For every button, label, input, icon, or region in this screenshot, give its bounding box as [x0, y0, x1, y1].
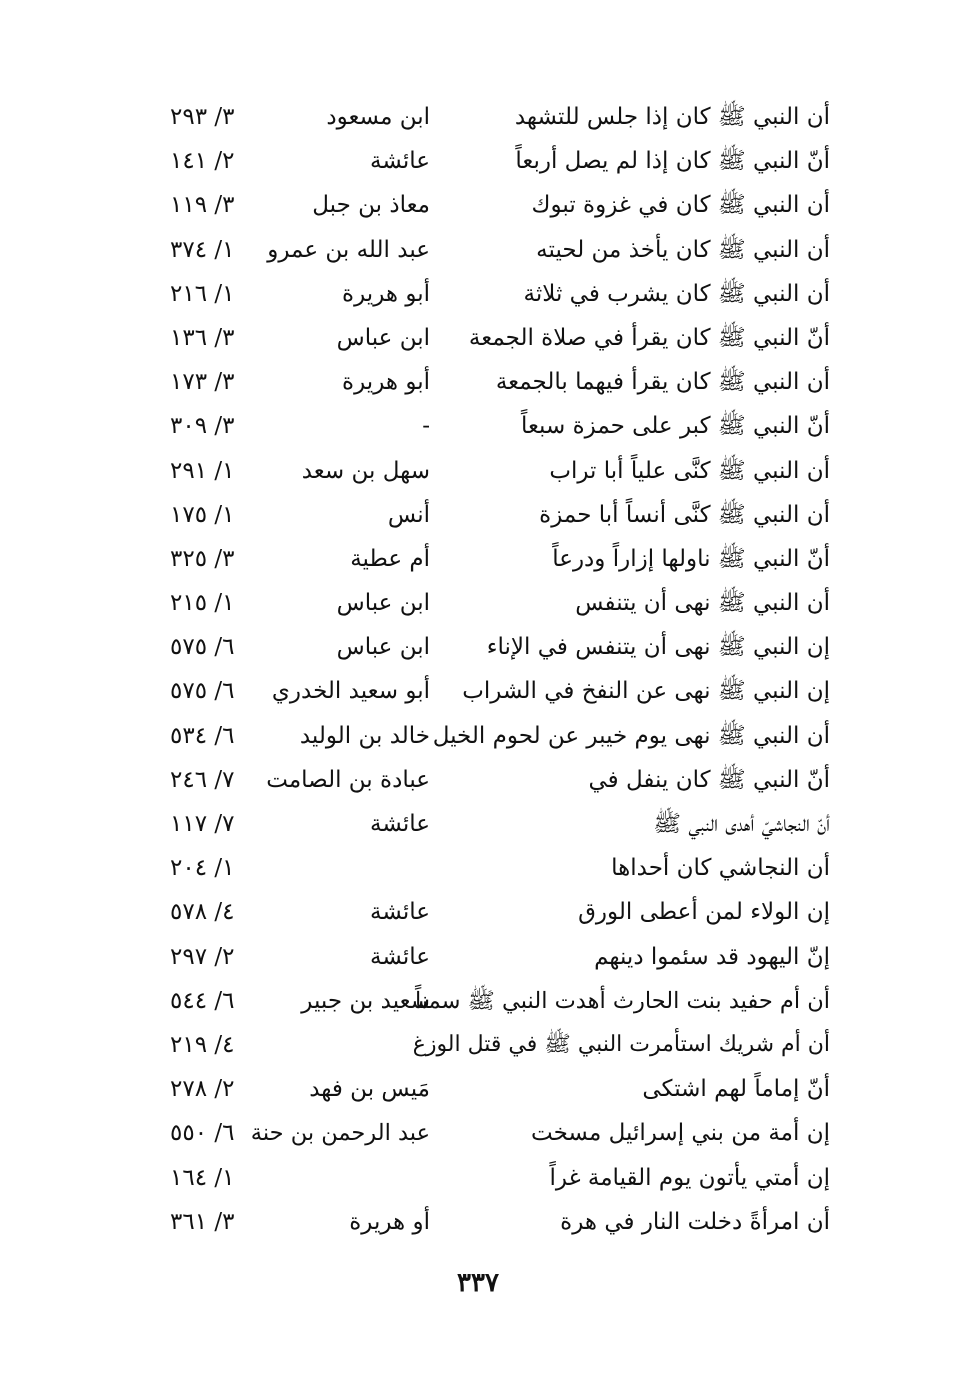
hadith-text: أن النبي ﷺ كان إذا جلس للتشهد — [514, 104, 830, 130]
hadith-text: إن النبي ﷺ نهى عن النفخ في الشراب — [462, 678, 830, 705]
volume-page-reference: ١/ ٢٩١ — [170, 457, 235, 484]
volume-page-reference: ٦/ ٥٣٤ — [170, 722, 235, 749]
volume-page-reference: ٣/ ١١٩ — [170, 192, 235, 219]
hadith-text: أنّ النبي ﷺ كان ينفل في — [588, 766, 830, 793]
narrator-name: عائشة — [370, 811, 430, 837]
narrator-name: عبد الرحمن بن حنة — [250, 1120, 430, 1147]
index-row — [150, 139, 840, 183]
hadith-text: أنّ النبي ﷺ كبر على حمزة سبعاً — [520, 413, 830, 440]
index-row — [150, 1023, 840, 1067]
index-row — [150, 537, 840, 581]
hadith-text: إن أمة من بني إسرائيل مسخت — [531, 1120, 830, 1147]
index-row — [150, 360, 840, 404]
narrator-name: عائشة — [370, 148, 430, 175]
index-row — [150, 625, 840, 669]
hadith-text: أن النبي ﷺ كنَّى علياً أبا تراب — [549, 457, 830, 484]
hadith-text: أن أم حفيد بنت الحارث أهدت النبي ﷺ سمناً — [415, 987, 830, 1014]
volume-page-reference: ١/ ١٧٥ — [170, 501, 235, 528]
index-row — [150, 95, 840, 139]
volume-page-reference: ٧/ ١١٧ — [170, 811, 235, 837]
hadith-text: أنّ النبي ﷺ كان إذا لم يصل أربعاً — [515, 148, 830, 175]
index-row — [150, 493, 840, 537]
index-row — [150, 272, 840, 316]
hadith-text: إن الولاء لمن أعطى الورق — [578, 899, 830, 926]
hadith-text: أن النبي ﷺ نهى يوم خيبر عن لحوم الخيل — [432, 722, 830, 749]
narrator-name: مَيس بن فهد — [309, 1076, 430, 1103]
narrator-name: ابن عباس — [336, 634, 430, 661]
hadith-text: إنّ اليهود قد سئموا دينهم — [594, 943, 830, 970]
volume-page-reference: ٤/ ٢١٩ — [170, 1031, 235, 1058]
narrator-name: عبادة بن الصامت — [266, 766, 430, 793]
hadith-text: أنّ النبي ﷺ كان يقرأ في صلاة الجمعة — [468, 324, 830, 351]
index-row — [150, 846, 840, 890]
narrator-name: أم عطية — [350, 545, 430, 572]
volume-page-reference: ١/ ١٦٤ — [170, 1164, 235, 1191]
hadith-text: أن النبي ﷺ كان يقرأ فيهما بالجمعة — [495, 369, 830, 396]
index-row — [150, 890, 840, 934]
narrator-name: أنس — [387, 501, 430, 528]
narrator-name: عبد الله بن عمرو — [267, 236, 430, 263]
volume-page-reference: ٦/ ٥٧٥ — [170, 634, 235, 661]
page-number: ٣٣٧ — [457, 1268, 499, 1298]
index-row — [150, 449, 840, 493]
narrator-name: - — [422, 413, 430, 440]
hadith-text: أنّ النبي ﷺ ناولها إزاراً ودرعاً — [552, 545, 830, 572]
index-row — [150, 1156, 840, 1200]
volume-page-reference: ٢/ ٢٩٧ — [170, 943, 235, 970]
volume-page-reference: ١/ ٣٧٤ — [170, 236, 235, 263]
index-row — [150, 1067, 840, 1111]
index-row — [150, 979, 840, 1023]
narrator-name: أو هريرة — [349, 1208, 430, 1235]
hadith-text: أن النبي ﷺ كان يأخذ من لحيته — [536, 236, 830, 263]
narrator-name: ابن عباس — [336, 324, 430, 351]
narrator-name: عائشة — [370, 943, 430, 970]
hadith-text: أن النبي ﷺ نهى أن يتنفس — [575, 590, 830, 617]
hadith-text: أن النبي ﷺ كان يشرب في ثلاثة — [523, 280, 830, 307]
index-row — [150, 714, 840, 758]
volume-page-reference: ٣/ ٣٢٥ — [170, 545, 235, 572]
hadith-text: أن النجاشي كان أحداها — [611, 855, 830, 882]
index-row — [150, 1111, 840, 1155]
volume-page-reference: ١/ ٢١٦ — [170, 280, 235, 307]
narrator-name: سعيد بن جبير — [301, 987, 430, 1014]
index-row — [150, 183, 840, 227]
hadith-text: إن أمتي يأتون يوم القيامة غراً — [549, 1164, 830, 1191]
index-row — [150, 316, 840, 360]
volume-page-reference: ٣/ ١٣٦ — [170, 324, 235, 351]
volume-page-reference: ٣/ ٣٦١ — [170, 1208, 235, 1235]
index-row — [150, 581, 840, 625]
hadith-text: أنّ إماماً لهم اشتكى — [642, 1076, 830, 1103]
index-row — [150, 935, 840, 979]
index-row — [150, 669, 840, 713]
narrator-name: ابن مسعود — [326, 104, 430, 130]
volume-page-reference: ٤/ ٥٧٨ — [170, 899, 235, 926]
index-row — [150, 758, 840, 802]
narrator-name: أبو سعيد الخدري — [271, 678, 430, 705]
index-row — [150, 802, 840, 846]
narrator-name: أبو هريرة — [342, 369, 430, 396]
volume-page-reference: ٣/ ٣٠٩ — [170, 413, 235, 440]
narrator-name: ابن عباس — [336, 590, 430, 617]
narrator-name: معاذ بن جبل — [312, 192, 430, 219]
index-row — [150, 228, 840, 272]
narrator-name: أبو هريرة — [342, 280, 430, 307]
volume-page-reference: ٢/ ٢٧٨ — [170, 1076, 235, 1103]
hadith-text: أن النبي ﷺ كان في غزوة تبوك — [531, 192, 830, 219]
volume-page-reference: ٧/ ٢٤٦ — [170, 766, 235, 793]
volume-page-reference: ٣/ ٢٩٣ — [170, 104, 235, 130]
volume-page-reference: ٣/ ١٧٣ — [170, 369, 235, 396]
volume-page-reference: ٢/ ١٤١ — [170, 148, 235, 175]
volume-page-reference: ١/ ٢١٥ — [170, 590, 235, 617]
narrator-name: سهل بن سعد — [301, 457, 430, 484]
index-row — [150, 404, 840, 448]
hadith-text: أن أم شريك استأمرت النبي ﷺ في قتل الوزغ — [412, 1031, 830, 1057]
hadith-text: أن النبي ﷺ كنَّى أنساً أبا حمزة — [539, 501, 830, 528]
volume-page-reference: ١/ ٢٠٤ — [170, 855, 235, 882]
volume-page-reference: ٦/ ٥٧٥ — [170, 678, 235, 705]
hadith-text: أنّ النجاشيّ أهدى النبي ﷺ — [653, 811, 830, 837]
volume-page-reference: ٦/ ٥٥٠ — [170, 1120, 235, 1147]
narrator-name: عائشة — [370, 899, 430, 926]
hadith-text: أن امرأةً دخلت النار في هرة — [560, 1208, 830, 1235]
volume-page-reference: ٦/ ٥٤٤ — [170, 987, 235, 1014]
hadith-text: إن النبي ﷺ نهى أن يتنفس في الإناء — [486, 634, 830, 661]
hadith-index-table — [150, 95, 840, 1244]
index-row — [150, 1200, 840, 1244]
narrator-name: خالد بن الوليد — [299, 722, 430, 749]
